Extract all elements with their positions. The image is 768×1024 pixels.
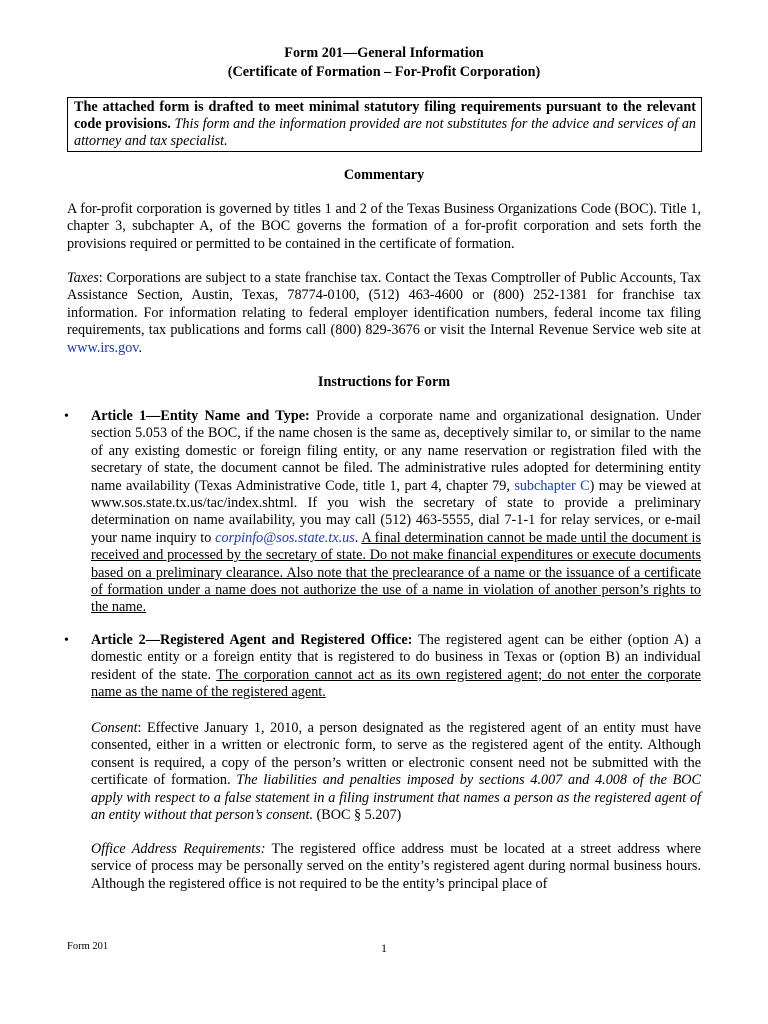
bullet-article2: • (64, 633, 69, 648)
article1-paragraph (91, 408, 701, 617)
irs-link[interactable]: www.irs.gov (67, 339, 139, 356)
consent-paragraph (91, 720, 701, 824)
corpinfo-email-link[interactable]: corpinfo@sos.state.tx.us (215, 529, 355, 546)
footer-form-label: Form 201 (67, 941, 109, 952)
consent-label: Consent (91, 720, 138, 736)
taxes-text: : Corporations are subject to a state franchise tax. Contact the Texas Comptroller of Public Accounts, Tax Assistance Section, Austin, Texas, 78774-0100, (512) 463-4600 or (800) 252-1381 for franchise tax information. For information relating to federal employer identification numbers, federal income tax filing requirements, tax publications and forms call (800) 829-3676 or visit the Internal Revenue Service web site at (67, 270, 701, 339)
taxes-label: Taxes (67, 270, 99, 286)
consent-italic: The liabilities and penalties imposed by sections 4.007 and 4.008 of the BOC apply with respect to a false statement in a filing instrument that names a person as the registered agent of an entity without that person’s consent. (91, 772, 702, 824)
article1-underlined-note: A final determination cannot be made until the document is received and processed by the secretary of state. Do not make financial expenditures or execute documents based on a preliminary clearance. Also note that the preclearance of a name or the issuance of a certificate of formation under a name does not authorize the use of a name in violation of another person’s rights to the name. (91, 529, 701, 616)
office-label: Office Address Requirements: (91, 841, 266, 857)
page-number: 1 (381, 941, 387, 955)
article1-text1: Provide a corporate name and organizational designation. Under section 5.053 of the BOC, if the name chosen is the same as, deceptively similar to, or similar to the name of any existing domestic or foreign filing entity, or any name reservation or registration filed with the secretary of state, the document cannot be filed. The administrative rules adopted for determining entity name availability (Texas Administrative Code, title 1, part 4, chapter 79, (91, 408, 701, 494)
taxes-paragraph (67, 270, 701, 357)
office-text1: The registered office address must be located at a street address where service of process may be personally served on the entity’s registered agent during normal business hours. Although the registered office is not required to be the entity’s principal place of (91, 841, 702, 892)
article1-text3: . (354, 529, 362, 546)
consent-text2: (BOC § 5.207) (313, 807, 402, 824)
disclaimer-box (67, 97, 702, 152)
subchapter-c-link[interactable]: subchapter C (514, 477, 590, 494)
article2-paragraph (91, 632, 701, 702)
form-title: Form 201—General Information (284, 45, 484, 61)
bullet-article1: • (64, 409, 69, 424)
article2-text1: The registered agent can be either (option A) a domestic entity or a foreign entity that is registered to do business in Texas or (option B) an individual resident of the state. (91, 632, 701, 683)
article2-underlined-note: The corporation cannot act as its own registered agent; do not enter the corporate name as the name of the registered agent. (91, 666, 701, 701)
taxes-end: . (138, 339, 143, 356)
disclaimer-italic: This form and the information provided are not substitutes for the advice and services of an attorney and tax specialist. (74, 116, 697, 149)
form-subtitle: (Certificate of Formation – For-Profit Corporation) (227, 64, 541, 80)
commentary-heading: Commentary (343, 167, 425, 183)
article2-label: Article 2—Registered Agent and Registered Office: (91, 632, 413, 648)
office-address-paragraph (91, 841, 701, 893)
article1-label: Article 1—Entity Name and Type: (91, 408, 310, 424)
commentary-paragraph: A for-profit corporation is governed by titles 1 and 2 of the Texas Business Organizations Code (BOC). Title 1, chapter 3, subchapter A, of the BOC governs the formation of a for-profit corporation and sets forth the provisions required or permitted to be contained in the certificate of formation. (67, 201, 701, 252)
article1-text2: ) may be viewed at www.sos.state.tx.us/tac/index.shtml. If you wish the secretary of state to provide a preliminary determination on name availability, you may call (512) 463-5555, dial 7-1-1 for relay services, or e-mail your name inquiry to (91, 477, 702, 546)
disclaimer-bold: The attached form is drafted to meet minimal statutory filing requirements pursuant to the relevant code provisions. (74, 99, 696, 132)
consent-text1: : Effective January 1, 2010, a person designated as the registered agent of an entity must have consented, either in a written or electronic form, to serve as the registered agent of the entity. Although consent is required, a copy of the person’s written or electronic consent need not be submitted with the certificate of formation. (91, 720, 701, 789)
instructions-heading: Instructions for Form (317, 374, 451, 390)
